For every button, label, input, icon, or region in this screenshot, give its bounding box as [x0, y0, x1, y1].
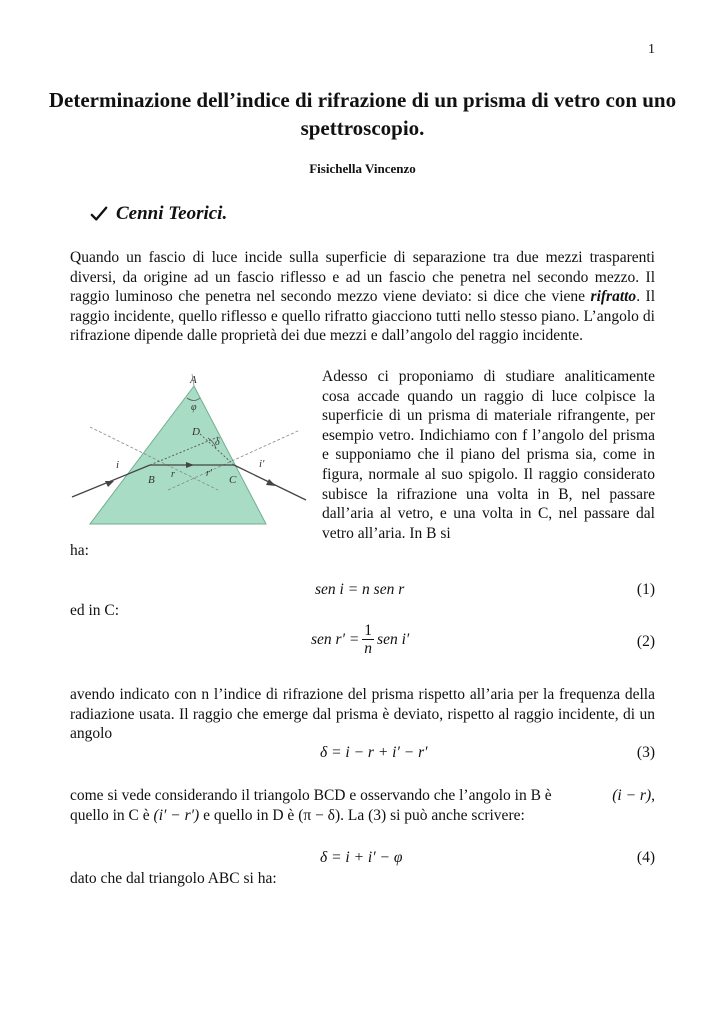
paragraph-3-line1: come si vede considerando il triangolo BCD e osservando che l’angolo in B è: [70, 787, 552, 804]
equation-1: sen i = n sen r: [315, 581, 405, 598]
paragraph-3: [70, 786, 655, 825]
document-title: Determinazione dell’indice di rifrazione di un prisma di vetro con uno spettroscopio.: [48, 88, 677, 140]
author-name: Fisichella Vincenzo: [309, 161, 416, 176]
intro-text-a: Quando un fascio di luce incide sulla superficie di separazione tra due mezzi trasparenti diversi, da origine ad un fascio riflesso e ad un fascio che penetra nel secondo mezzo. Il raggio luminoso che penetra nel secondo mezzo viene deviato: si dice che viene: [70, 249, 655, 306]
section-heading: [90, 203, 227, 225]
equation-2-number: (2): [636, 633, 655, 650]
closing-text: dato che dal triangolo ABC si ha:: [70, 870, 277, 887]
fraction-denominator: n: [364, 640, 373, 657]
fraction-numerator: 1: [364, 622, 373, 639]
equation-2-rhs: sen i′: [377, 630, 410, 648]
equation-1-number: (1): [636, 581, 655, 598]
equation-4: δ = i + i′ − φ: [320, 849, 403, 866]
section-heading-text: Cenni Teorici.: [116, 203, 228, 224]
equation-2-fraction: [362, 622, 374, 657]
paragraph-3-line2-a: quello in C è: [70, 806, 150, 824]
equation-2: [311, 622, 409, 657]
label-r: r: [171, 469, 175, 480]
label-delta: δ: [215, 437, 220, 448]
paragraph-3-line2-b: e quello in D è: [203, 806, 295, 824]
prism-figure: [68, 372, 308, 528]
page-number: 1: [648, 42, 655, 57]
ed-in-c-text: ed in C:: [70, 602, 120, 619]
equation-3: δ = i − r + i′ − r′: [320, 744, 428, 761]
angle-d-expression: (π − δ): [298, 806, 341, 824]
intro-bold-word: rifratto: [590, 288, 637, 306]
paragraph-3-line2-c: . La (3) si può anche scrivere:: [340, 806, 525, 824]
label-b: B: [148, 474, 155, 486]
intro-paragraph: [70, 248, 655, 346]
equation-3-number: (3): [636, 744, 655, 761]
label-r-prime: r′: [206, 468, 213, 479]
prism-triangle: [90, 386, 266, 524]
label-phi: φ: [191, 402, 197, 413]
equation-2-lhs: sen r′ =: [311, 630, 360, 648]
checkmark-icon: [90, 205, 108, 223]
label-i: i: [116, 459, 120, 471]
label-c: C: [229, 474, 237, 486]
angle-c-expression: (i′ − r′): [153, 806, 200, 824]
ha-text: ha:: [70, 542, 89, 559]
label-d: D: [192, 426, 200, 438]
equation-4-number: (4): [636, 849, 655, 866]
label-a: A: [190, 374, 197, 386]
intro-text-b: . Il raggio incidente, quello riflesso e quello rifratto giacciono tutti nello stesso piano. L’angolo di rifrazione dipende dalle proprietà dei due mezzi e dall’angolo del raggio incidente.: [70, 288, 656, 345]
paragraph-2: avendo indicato con n l’indice di rifrazione del prisma rispetto all’aria per la frequenza della radiazione usata. Il raggio che emerge dal prisma è deviato, rispetto al raggio incidente, di un angolo: [70, 686, 655, 743]
wrap-paragraph: Adesso ci proponiamo di studiare analiticamente cosa accade quando un raggio di luce colpisce la superficie di un prisma di materiale rifrangente, per esempio vetro. Indichiamo con f l’angolo del prisma e supponiamo che il piano del prisma sia, come in figura, normale al suo spigolo. Il raggio considerato subisce la rifrazione una volta in B, nel passare dall’aria al vetro, e una volta in C, nel passare dal vetro all’aria. In B si: [322, 368, 655, 542]
label-i-prime: i′: [259, 458, 265, 470]
angle-b-expression: (i − r),: [612, 787, 655, 804]
